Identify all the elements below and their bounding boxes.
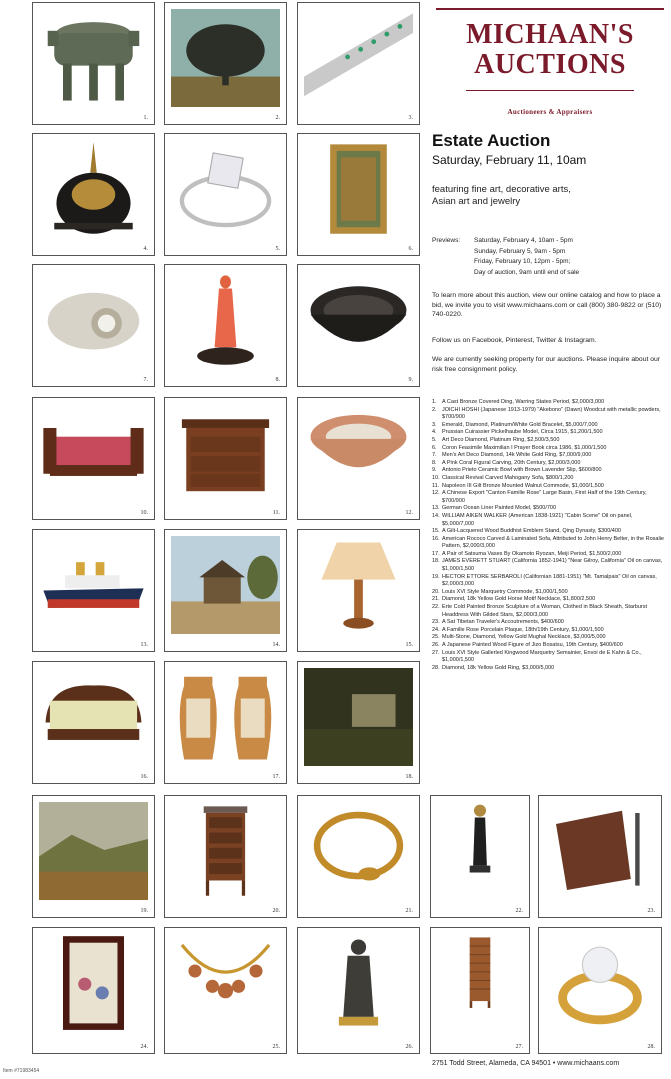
lot-list-description: German Ocean Liner Painted Model, $500/700	[442, 505, 557, 512]
lot-number: 3.	[408, 115, 413, 121]
bronze-ding-image	[39, 9, 148, 107]
lot-list-description: Diamond, 18k Yellow Gold Horse Motif Necklace, $1,800/2,500	[442, 596, 596, 603]
lot-image-10[interactable]	[32, 397, 155, 520]
lot-list-item	[432, 490, 666, 505]
pickelhaube-image	[39, 140, 148, 238]
lot-list-item	[432, 596, 666, 604]
lot-number: 20.	[272, 908, 280, 914]
lot-list-number: 14.	[432, 512, 440, 519]
lot-list-item	[432, 634, 666, 642]
lot-list-description: A Pink Coral Figural Carving, 20th Century, $2,000/3,000	[442, 459, 581, 466]
sofa-image	[39, 404, 148, 502]
lot-list-item	[432, 505, 666, 513]
lot-list-number: 25.	[432, 634, 440, 641]
lot-list-number: 17.	[432, 550, 440, 557]
lot-list-description: HECTOR ETTORE SERBAROLI (Californian 1881-1951) "Mt. Tamalpais" Oil on canvas, $2,000/3,000	[442, 573, 657, 588]
lot-number: 15.	[405, 642, 413, 648]
lot-number: 19.	[140, 908, 148, 914]
lot-list-item	[432, 650, 666, 665]
lot-list-description: JOICHI HOSHI (Japanese 1913-1979) "Akebono" (Dawn) Woodcut with metallic powders, $700/900	[442, 406, 661, 421]
lot-image-15[interactable]	[297, 529, 420, 652]
lot-image-18[interactable]	[297, 661, 420, 784]
lot-number: 21.	[405, 908, 413, 914]
lot-list-number: 28.	[432, 664, 440, 671]
lot-image-27[interactable]	[430, 927, 530, 1054]
lot-list-item	[432, 399, 666, 407]
lot-list-item	[432, 407, 666, 422]
lot-list-number: 15.	[432, 528, 440, 535]
lot-list-description: A Sat Tibetan Traveler's Accoutrements, $400/600	[442, 619, 564, 626]
commode-image	[171, 404, 280, 502]
consignment-text: We are currently seeking property for our auctions. Please inquire about our risk free consignment policy.	[432, 356, 661, 373]
lot-list-description: Antonio Prieto Ceramic Bowl with Brown Lavender Slip, $600/800	[442, 467, 602, 474]
lot-image-8[interactable]	[164, 264, 287, 387]
lot-list-item	[432, 604, 666, 619]
lot-number: 10.	[140, 510, 148, 516]
lot-number: 9.	[408, 377, 413, 383]
lot-image-7[interactable]	[32, 264, 155, 387]
lot-list-description: A Japanese Painted Wood Figure of Jizo Bosatsu, 19th Century, $400/600	[442, 642, 623, 648]
previews-label: Previews:	[432, 237, 461, 244]
lot-list-number: 20.	[432, 588, 440, 595]
lot-list-description: Diamond, 18k Yellow Gold Ring, $3,000/5,000	[442, 664, 555, 671]
lot-list-number: 13.	[432, 505, 440, 512]
lot-number: 26.	[405, 1044, 413, 1050]
lot-list-item	[432, 642, 666, 650]
auction-title: Estate Auction	[432, 131, 551, 150]
lot-image-21[interactable]	[297, 795, 420, 918]
preview-line: Sunday, February 5, 9am - 5pm	[474, 247, 566, 255]
lot-number: 14.	[272, 642, 280, 648]
diamond-ring-image	[171, 140, 280, 238]
lot-number: 16.	[140, 774, 148, 780]
lot-list-item	[432, 627, 666, 635]
lot-list-number: 5.	[432, 436, 437, 443]
lot-list-item	[432, 574, 666, 589]
lot-number: 23.	[647, 908, 655, 914]
lot-number: 17.	[272, 774, 280, 780]
lot-image-4[interactable]	[32, 133, 155, 256]
mt-tamalpais-painting-image	[39, 802, 148, 900]
lot-image-26[interactable]	[297, 927, 420, 1054]
logo-text: MICHAAN'S AUCTIONS	[466, 19, 634, 80]
lot-number: 6.	[408, 246, 413, 252]
lot-image-14[interactable]	[164, 529, 287, 652]
semainier-image	[437, 934, 523, 1011]
lot-number: 11.	[272, 510, 280, 516]
lot-list-item	[432, 513, 666, 528]
lot-list-item	[432, 551, 666, 559]
marquetry-commode-image	[171, 802, 280, 900]
lot-list-number: 6.	[432, 444, 437, 451]
preview-line: Saturday, February 4, 10am - 5pm	[474, 237, 573, 244]
lot-list-description: Coron Feasimile Maximilian I Prayer Book circa 1986, $1,000/1,500	[442, 444, 607, 451]
ceramic-bowl-image	[304, 271, 413, 369]
lot-number: 8.	[275, 377, 280, 383]
lot-number: 7.	[143, 377, 148, 383]
coral-figure-image	[171, 271, 280, 369]
lot-image-28[interactable]	[538, 927, 662, 1054]
logo-rule	[466, 90, 634, 91]
lot-list-item	[432, 483, 666, 491]
porcelain-plaque-image	[39, 934, 148, 1032]
lot-image-6[interactable]	[297, 133, 420, 256]
lot-list-item	[432, 619, 666, 627]
lot-list-description: Classical Revival Carved Mahogany Sofa, $800/1,200	[442, 474, 574, 481]
lot-list-item	[432, 528, 666, 536]
lot-list-item	[432, 665, 666, 673]
woodcut-tree-image	[171, 9, 280, 107]
lot-list-number: 12.	[432, 490, 440, 497]
famille-rose-basin-image	[304, 404, 413, 502]
prayer-book-image	[304, 140, 413, 238]
lot-list-description: Art Deco Diamond, Platinum Ring, $2,500/3,500	[442, 436, 560, 443]
lot-image-5[interactable]	[164, 133, 287, 256]
lot-list-number: 22.	[432, 604, 440, 611]
lot-list-number: 3.	[432, 421, 437, 428]
belter-sofa-image	[39, 668, 148, 766]
lot-list-number: 16.	[432, 535, 440, 542]
lot-number: 2.	[275, 115, 280, 121]
lot-list-number: 18.	[432, 558, 440, 565]
lot-number: 5.	[275, 246, 280, 252]
lamp-stand-image	[304, 536, 413, 634]
lot-number: 18.	[405, 774, 413, 780]
lot-list-item	[432, 467, 666, 475]
lot-list-number: 1.	[432, 399, 437, 405]
lot-list-number: 21.	[432, 596, 440, 603]
lot-list-item	[432, 445, 666, 453]
lot-image-23[interactable]	[538, 795, 662, 918]
auction-featuring: featuring fine art, decorative arts, Asian art and jewelry	[432, 184, 571, 207]
lot-list-description: Prussian Cuirassier Pickelhaube Model, Circa 1915, $1,200/1,500	[442, 429, 603, 436]
lot-list-description: Emerald, Diamond, Platinum/White Gold Bracelet, $5,000/7,000	[442, 421, 598, 428]
tibetan-accoutrements-image	[545, 802, 655, 901]
lot-list-item	[432, 460, 666, 468]
lot-list-number: 2.	[432, 406, 437, 413]
lot-list-number: 19.	[432, 573, 440, 580]
learn-more-text: To learn more about this auction, view our online catalog and how to place a bid, we invite you to visit www.michaans.com or call (800) 380-9822 or (510) 740-0220.	[432, 292, 662, 318]
lot-list-number: 27.	[432, 649, 440, 656]
lot-number: 24.	[140, 1044, 148, 1050]
jizo-figure-image	[304, 934, 413, 1032]
lot-number: 4.	[143, 246, 148, 252]
auction-date: Saturday, February 11, 10am	[432, 153, 587, 167]
lot-list-description: Napoleon III Gilt Bronze Mounted Walnut Commode, $1,000/1,500	[442, 482, 604, 489]
lot-list-description: Men's Art Deco Diamond, 14k White Gold Ring, $7,000/9,000	[442, 452, 592, 459]
horse-necklace-image	[304, 802, 413, 900]
lot-list-description: Louis XVI Style Marquetry Commode, $1,000/1,500	[442, 588, 568, 595]
lot-image-22[interactable]	[430, 795, 530, 918]
lot-list-description: A Famille Rose Porcelain Plaque, 18th/19th Century, $1,000/1,500	[442, 626, 604, 633]
erte-sculpture-image	[437, 802, 523, 879]
lot-list-description: American Rococo Carved & Laminated Sofa, Attributed to John Henry Belter, in the Rosalie Pattern, $2,000/3,000	[442, 535, 664, 550]
lot-list-description: WILLIAM AIKEN WALKER (American 1838-1921) "Cabin Scene" Oil on panel, $5,000/7,000	[442, 512, 633, 527]
preview-line: Friday, February 10, 12pm - 5pm;	[474, 258, 571, 265]
lot-list-item	[432, 437, 666, 445]
lot-list-description: Multi-Stone, Diamond, Yellow Gold Mughal Necklace, $3,000/5,000	[442, 634, 606, 641]
gold-ring-image	[545, 934, 655, 1033]
lot-image-19[interactable]	[32, 795, 155, 918]
lot-list-number: 10.	[432, 474, 440, 481]
ocean-liner-model-image	[39, 536, 148, 634]
lot-list-number: 8.	[432, 459, 437, 466]
lot-list-description: A Gilt-Lacquered Wood Buddhist Emblem Stand, Qing Dynasty, $300/400	[442, 528, 621, 535]
lot-list-number: 7.	[432, 452, 437, 459]
lot-list-description: A Pair of Satsuma Vases By Okamoto Ryozan, Meiji Period, $1,500/2,000	[442, 550, 622, 557]
item-identifier: Item #71983454	[3, 1068, 40, 1074]
lot-image-13[interactable]	[32, 529, 155, 652]
auction-house-logo[interactable]	[436, 8, 664, 120]
lot-image-11[interactable]	[164, 397, 287, 520]
emerald-bracelet-image	[304, 9, 413, 107]
social-follow-text: Follow us on Facebook, Pinterest, Twitter & Instagram.	[432, 337, 597, 344]
lot-list-description: A Chinese Export "Canton Famille Rose" Large Basin, First Half of the 19th Century, $700/900	[442, 490, 647, 504]
lot-list-item	[432, 422, 666, 430]
near-gilroy-painting-image	[304, 668, 413, 766]
lot-list-item	[432, 589, 666, 597]
satsuma-vases-image	[171, 668, 280, 766]
lot-image-17[interactable]	[164, 661, 287, 784]
lot-image-12[interactable]	[297, 397, 420, 520]
logo-tagline: Auctioneers & Appraisers	[507, 108, 593, 116]
lot-list-item	[432, 536, 666, 551]
lot-image-25[interactable]	[164, 927, 287, 1054]
lot-image-20[interactable]	[164, 795, 287, 918]
lot-number: 28.	[647, 1044, 655, 1050]
cabin-scene-image	[171, 536, 280, 634]
lot-list-item	[432, 452, 666, 460]
lot-list-description: JAMES EVERETT STUART (California 1852-1941) "Near Gilroy, California" Oil on canvas, $1,000/1,500	[442, 558, 663, 573]
lot-number: 13.	[140, 642, 148, 648]
lot-number: 1.	[143, 115, 148, 121]
lot-image-24[interactable]	[32, 927, 155, 1054]
lot-list	[432, 399, 666, 672]
lot-number: 12.	[405, 510, 413, 516]
lot-list-number: 9.	[432, 467, 437, 474]
lot-list-number: 4.	[432, 429, 437, 436]
lot-list-item	[432, 429, 666, 437]
lot-list-item	[432, 558, 666, 573]
lot-number: 22.	[515, 908, 523, 914]
mens-ring-image	[39, 271, 148, 369]
lot-list-number: 24.	[432, 626, 440, 633]
lot-image-16[interactable]	[32, 661, 155, 784]
preview-line: Day of auction, 9am until end of sale	[474, 268, 580, 276]
lot-list-number: 23.	[432, 619, 440, 626]
mughal-necklace-image	[171, 934, 280, 1032]
lot-image-1[interactable]	[32, 2, 155, 125]
lot-image-2[interactable]	[164, 2, 287, 125]
footer-address: 2751 Todd Street, Alameda, CA 94501 • www.michaans.com	[432, 1060, 620, 1067]
lot-list-description: Erte Cold Painted Bronze Sculpture of a Woman, Clothed in Black Sheath, Starburst Headdress With Gilded Stars, $2,000/3,000	[442, 604, 648, 618]
lot-list-item	[432, 475, 666, 483]
lot-number: 27.	[515, 1044, 523, 1050]
lot-list-number: 26.	[432, 642, 440, 648]
lot-image-9[interactable]	[297, 264, 420, 387]
lot-list-description: A Cast Bronze Covered Ding, Warring States Period, $2,000/3,000	[442, 399, 605, 405]
lot-list-description: Louis XVI Style Gallerled Kingwood Marquetry Semainier, Envoi de E Kahn & Co., $1,000/1,500	[442, 649, 642, 664]
lot-list-number: 11.	[432, 482, 440, 489]
lot-image-3[interactable]	[297, 2, 420, 125]
lot-number: 25.	[272, 1044, 280, 1050]
